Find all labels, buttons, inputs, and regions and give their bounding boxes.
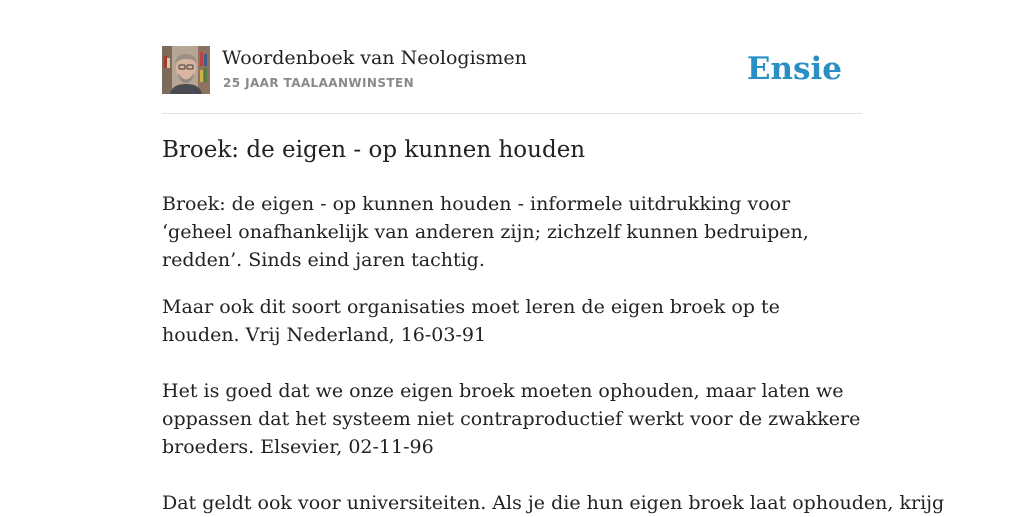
author-avatar[interactable]: [162, 46, 210, 94]
article-paragraph: Broek: de eigen - op kunnen houden - informele uitdrukking voor ‘geheel onafhankelijk van anderen zijn; zichzelf kunnen bedruipen, redden’. Sinds eind jaren tachtig.: [162, 193, 809, 271]
author-subtitle: 25 JAAR TAALAANWINSTEN: [223, 76, 415, 90]
article-paragraph: Dat geldt ook voor universiteiten. Als je die hun eigen broek laat ophouden, krijg: [162, 492, 945, 514]
article-paragraph: Maar ook dit soort organisaties moet leren de eigen broek op te houden. Vrij Nederland, 16-03-91: [162, 296, 780, 346]
article-title: Broek: de eigen - op kunnen houden: [162, 137, 586, 163]
ensie-logo[interactable]: Ensie: [746, 51, 842, 87]
article-header: [162, 46, 862, 96]
author-name[interactable]: Woordenboek van Neologismen: [222, 47, 527, 69]
article-paragraph: Het is goed dat we onze eigen broek moeten ophouden, maar laten we oppassen dat het systeem niet contraproductief werkt voor de zwakkere broeders. Elsevier, 02-11-96: [162, 380, 861, 458]
header-divider: [162, 113, 862, 114]
author-avatar-photo: [162, 46, 210, 94]
